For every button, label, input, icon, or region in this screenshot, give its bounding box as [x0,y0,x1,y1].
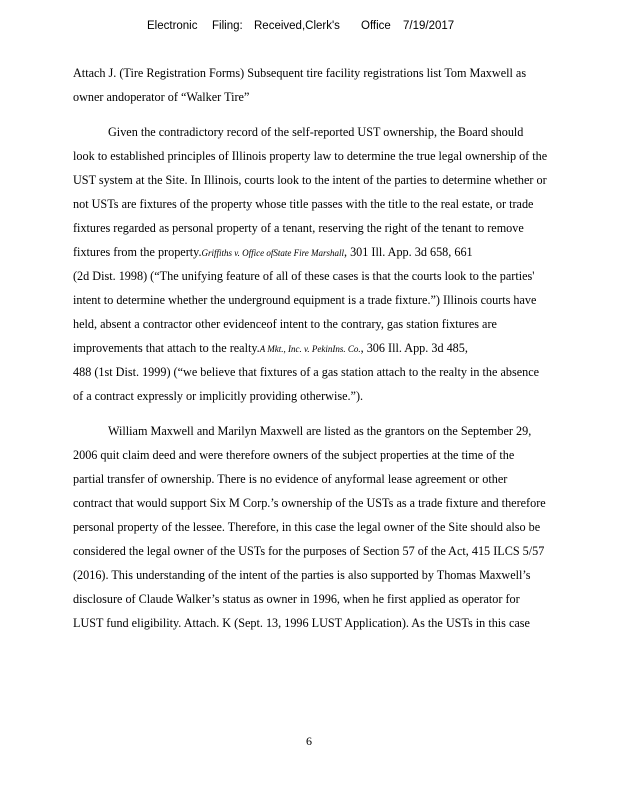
text-line: (2d Dist. 1998) (“The unifying feature of all of these cases is that the courts look to the parties' [73,269,535,283]
text-line: intent to determine whether the underground equipment is a trade fixture.”) Illinois courts have [73,293,537,307]
text-segment: LUST fund eligibility. Attach. K (Sept. 13, 1996 LUST Application). [73,616,409,630]
text-line: personal property of the lessee. Therefore, in this case the legal owner of the Site should also be [73,520,541,534]
text-segment: fixtures from the property. [73,245,202,259]
citation-reporter: , 301 Ill. App. 3d 658, 661 [343,245,473,259]
text-line: 488 (1st Dist. 1999) (“we believe that fixtures of a gas station attach to the realty in the absence [73,365,540,379]
text-line: (2016). This understanding of the intent of the parties is also supported by Thomas Maxwell’s [73,568,531,582]
text-line: of a contract expressly or implicitly providing otherwise.”). [73,389,364,403]
page-number: 6 [306,734,312,748]
header-office: Office [361,20,391,32]
header-received: Received,Clerk's [254,20,340,32]
text-line-with-citation [73,245,473,261]
text-line: partial transfer of ownership. There is no evidence of anyformal lease agreement or other [73,472,508,486]
text-line: William Maxwell and Marilyn Maxwell are listed as the grantors on the September 29, [108,424,532,438]
text-segment-tail: As the USTs in this case [411,616,530,630]
text-line: not USTs are fixtures of the property whose title passes with the title to the real estate, or trade [73,197,534,211]
case-citation-italic: A Mkt., Inc. v. PekinIns. Co. [259,344,361,354]
text-line: contract that would support Six M Corp.’s ownership of the USTs as a trade fixture and therefore [73,496,546,510]
text-segment: improvements that attach to the realty. [73,341,260,355]
citation-reporter: , 306 Ill. App. 3d 485, [360,341,468,355]
case-citation-italic: Griffiths v. Office ofState Fire Marshall [201,248,344,258]
header-electronic: Electronic [147,20,198,32]
text-line: Given the contradictory record of the self-reported UST ownership, the Board should [108,125,524,139]
text-line: look to established principles of Illinois property law to determine the true legal ownership of the [73,149,548,163]
header-filing: Filing: [212,20,243,32]
text-line-with-citation [73,341,468,357]
text-line: fixtures regarded as personal property of a tenant, reserving the right of the tenant to remove [73,221,524,235]
text-line: 2006 quit claim deed and were therefore owners of the subject properties at the time of the [73,448,515,462]
text-line-with-tail [73,616,530,631]
text-line: held, absent a contractor other evidenceof intent to the contrary, gas station fixtures are [73,317,497,331]
header-date: 7/19/2017 [403,20,455,32]
text-line: owner andoperator of “Walker Tire” [73,90,250,104]
text-line: considered the legal owner of the USTs for the purposes of Section 57 of the Act, 415 ILCS 5/57 [73,544,545,558]
text-line: disclosure of Claude Walker’s status as owner in 1996, when he first applied as operator for [73,592,520,606]
text-line: Attach J. (Tire Registration Forms) Subsequent tire facility registrations list Tom Maxwell as [73,66,527,80]
text-line: UST system at the Site. In Illinois, courts look to the intent of the parties to determine whether or [73,173,547,187]
